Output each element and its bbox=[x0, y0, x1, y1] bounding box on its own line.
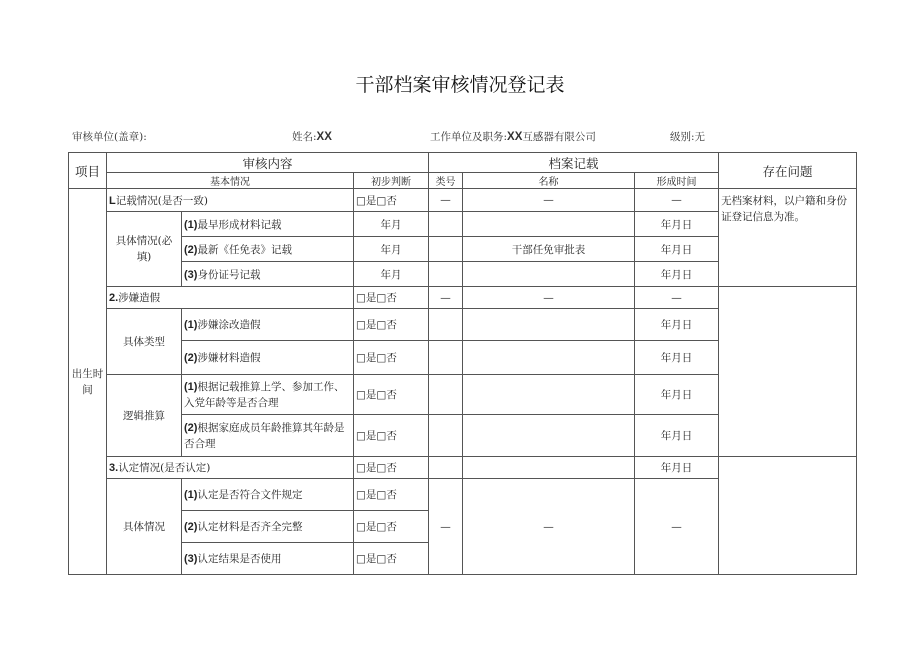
header-formed-time: 形成时间 bbox=[635, 173, 719, 189]
s3-item-2 bbox=[182, 511, 354, 543]
table-row bbox=[69, 287, 857, 309]
s2-sub2-item-2 bbox=[182, 415, 354, 457]
s1-item-2 bbox=[182, 237, 354, 262]
item-label: 身份证号记载 bbox=[197, 268, 261, 281]
name-value: XX bbox=[316, 131, 332, 143]
archive-name-cell: 干部任免审批表 bbox=[463, 237, 635, 262]
level-value: 无 bbox=[694, 131, 706, 143]
section-1-text: 记载情况(是否一致) bbox=[115, 194, 208, 207]
header-project: 项目 bbox=[69, 153, 107, 189]
header-archive-record: 档案记载 bbox=[429, 153, 719, 173]
s1-item-1 bbox=[182, 212, 354, 237]
dash-cell: — bbox=[429, 189, 463, 212]
empty-cell bbox=[463, 309, 635, 341]
header-row-1 bbox=[69, 153, 857, 173]
item-label: 认定是否符合文件规定 bbox=[197, 489, 303, 501]
ym-cell: 年月 bbox=[354, 212, 429, 237]
dash-cell: — bbox=[635, 479, 719, 575]
empty-cell bbox=[463, 457, 635, 479]
level-label: 级别: bbox=[670, 131, 695, 143]
section-3-text: 认定情况(是否认定) bbox=[118, 462, 211, 474]
yes-no-check[interactable]: □是□否 bbox=[354, 511, 429, 543]
dash-cell: — bbox=[635, 189, 719, 212]
dash-cell: — bbox=[463, 479, 635, 575]
empty-cell bbox=[429, 262, 463, 287]
item-num: (2) bbox=[184, 421, 198, 434]
s3-item-1 bbox=[182, 479, 354, 511]
dash-cell: — bbox=[429, 479, 463, 575]
yes-no-check[interactable]: □是□否 bbox=[354, 457, 429, 479]
item-label: 根据记载推算上学、参加工作、入党年龄等是否合理 bbox=[184, 380, 345, 409]
ymd-cell: 年月日 bbox=[635, 309, 719, 341]
yes-no-check[interactable]: □是□否 bbox=[354, 375, 429, 415]
header-category: 类号 bbox=[429, 173, 463, 189]
item-label: 认定结果是否使用 bbox=[197, 553, 282, 565]
ymd-cell: 年月日 bbox=[635, 375, 719, 415]
header-basic-situation: 基本情况 bbox=[107, 173, 354, 189]
ymd-cell: 年月日 bbox=[635, 341, 719, 375]
work-value: 互感器有限公司 bbox=[522, 131, 596, 143]
table-row bbox=[69, 189, 857, 212]
item-num: (2) bbox=[184, 243, 198, 256]
dash-cell: — bbox=[463, 189, 635, 212]
yes-no-check[interactable]: □是□否 bbox=[354, 189, 429, 212]
work-prefix: XX bbox=[507, 131, 523, 143]
ymd-cell: 年月日 bbox=[635, 457, 719, 479]
ymd-cell: 年月日 bbox=[635, 237, 719, 262]
audit-table bbox=[68, 152, 857, 575]
empty-cell bbox=[429, 375, 463, 415]
empty-cell bbox=[429, 237, 463, 262]
name-label: 姓名: bbox=[292, 131, 317, 143]
item-num: (1) bbox=[184, 489, 198, 501]
yes-no-check[interactable]: □是□否 bbox=[354, 341, 429, 375]
issue-cell-2 bbox=[719, 287, 857, 457]
header-name: 名称 bbox=[463, 173, 635, 189]
empty-cell bbox=[463, 415, 635, 457]
ymd-cell: 年月日 bbox=[635, 415, 719, 457]
dash-cell: — bbox=[635, 287, 719, 309]
s2-sub1-label: 具体类型 bbox=[107, 309, 182, 375]
work-label: 工作单位及职务: bbox=[430, 131, 508, 143]
item-num: (3) bbox=[184, 553, 198, 565]
table-row bbox=[69, 457, 857, 479]
item-num: (3) bbox=[184, 268, 198, 281]
yes-no-check[interactable]: □是□否 bbox=[354, 543, 429, 575]
form-title: 干部档案审核情况登记表 bbox=[355, 74, 565, 96]
name-field bbox=[292, 129, 332, 144]
s2-sub2-label: 逻辑推算 bbox=[107, 375, 182, 457]
empty-cell bbox=[463, 262, 635, 287]
section-3-label bbox=[107, 457, 354, 479]
section-2-num: 2. bbox=[109, 292, 119, 304]
header-review-content: 审核内容 bbox=[107, 153, 429, 173]
s1-sub-label: 具体情况(必填) bbox=[107, 212, 182, 287]
section-2-text: 涉嫌造假 bbox=[118, 292, 161, 304]
ymd-cell: 年月日 bbox=[635, 212, 719, 237]
item-label: 最早形成材料记载 bbox=[197, 218, 282, 231]
item-num: (2) bbox=[184, 352, 198, 364]
dash-cell: — bbox=[463, 287, 635, 309]
item-num: (1) bbox=[184, 380, 198, 393]
header-preliminary: 初步判断 bbox=[354, 173, 429, 189]
empty-cell bbox=[429, 457, 463, 479]
section-3-num: 3. bbox=[109, 462, 119, 474]
empty-cell bbox=[429, 415, 463, 457]
level-field bbox=[670, 129, 705, 144]
yes-no-check[interactable]: □是□否 bbox=[354, 287, 429, 309]
work-field bbox=[430, 129, 596, 144]
s2-sub1-item-1 bbox=[182, 309, 354, 341]
item-num: (1) bbox=[184, 319, 198, 331]
project-birth-time: 出生时间 bbox=[69, 189, 107, 575]
ym-cell: 年月 bbox=[354, 237, 429, 262]
yes-no-check[interactable]: □是□否 bbox=[354, 415, 429, 457]
empty-cell bbox=[429, 309, 463, 341]
yes-no-check[interactable]: □是□否 bbox=[354, 309, 429, 341]
dash-cell: — bbox=[429, 287, 463, 309]
header-issues: 存在问题 bbox=[719, 153, 857, 189]
empty-cell bbox=[429, 341, 463, 375]
review-unit-label: 审核单位(盖章): bbox=[72, 131, 147, 143]
ym-cell: 年月 bbox=[354, 262, 429, 287]
s3-sub-label: 具体情况 bbox=[107, 479, 182, 575]
review-unit bbox=[72, 129, 147, 144]
ymd-cell: 年月日 bbox=[635, 262, 719, 287]
s1-item-3 bbox=[182, 262, 354, 287]
empty-cell bbox=[463, 375, 635, 415]
section-1-label bbox=[107, 189, 354, 212]
empty-cell bbox=[463, 212, 635, 237]
item-label: 根据家庭成员年龄推算其年龄是否合理 bbox=[184, 421, 345, 450]
section-2-label bbox=[107, 287, 354, 309]
item-label: 涉嫌材料造假 bbox=[197, 352, 261, 364]
issue-cell-3 bbox=[719, 457, 857, 575]
item-label: 最新《任免表》记载 bbox=[197, 243, 292, 256]
section-1-num: L bbox=[109, 194, 116, 207]
empty-cell bbox=[463, 341, 635, 375]
s2-sub1-item-2 bbox=[182, 341, 354, 375]
issue-text-1: 无档案材料，以户籍和身份证登记信息为准。 bbox=[719, 189, 857, 287]
s2-sub2-item-1 bbox=[182, 375, 354, 415]
item-num: (2) bbox=[184, 521, 198, 533]
empty-cell bbox=[429, 212, 463, 237]
item-label: 涉嫌涂改造假 bbox=[197, 319, 261, 331]
s3-item-3 bbox=[182, 543, 354, 575]
yes-no-check[interactable]: □是□否 bbox=[354, 479, 429, 511]
item-label: 认定材料是否齐全完整 bbox=[197, 521, 303, 533]
item-num: (1) bbox=[184, 218, 198, 231]
